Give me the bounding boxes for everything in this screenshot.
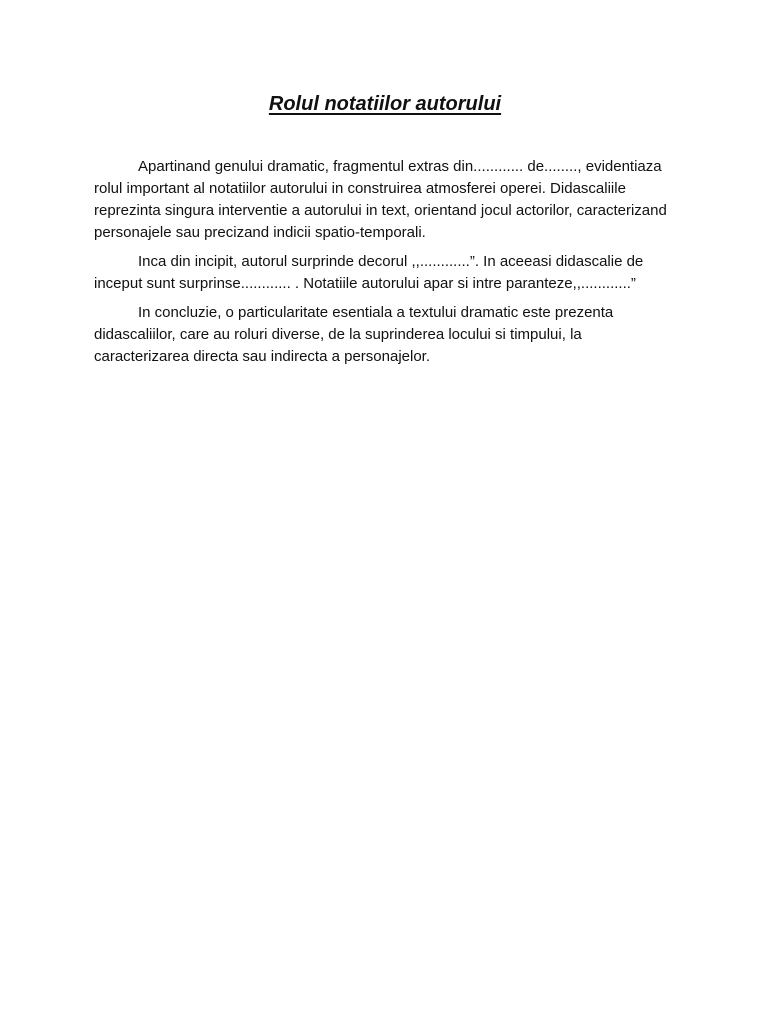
document-title: Rolul notatiilor autorului — [268, 93, 502, 115]
paragraph-introduction: Apartinand genului dramatic, fragmentul extras din............ de........, evidentiaza rolul important al notatiilor autorului in construirea atmosferei operei. Didascaliile reprezinta singura interventie a autorului in text, orientand jocul actorilor, caracterizand personajele sau precizand indicii spatio-temporali. — [94, 158, 667, 241]
document-body — [94, 156, 676, 368]
paragraph-development: Inca din incipit, autorul surprinde decorul ,,............”. In aceeasi didascalie de inceput sunt surprinse............ . Notatiile autorului apar si intre paranteze,,............” — [94, 253, 644, 292]
paragraph-conclusion: In concluzie, o particularitate esentiala a textului dramatic este prezenta didascaliilor, care au roluri diverse, de la suprinderea locului si timpului, la caracterizarea directa sau indirecta a personajelor. — [94, 304, 614, 365]
